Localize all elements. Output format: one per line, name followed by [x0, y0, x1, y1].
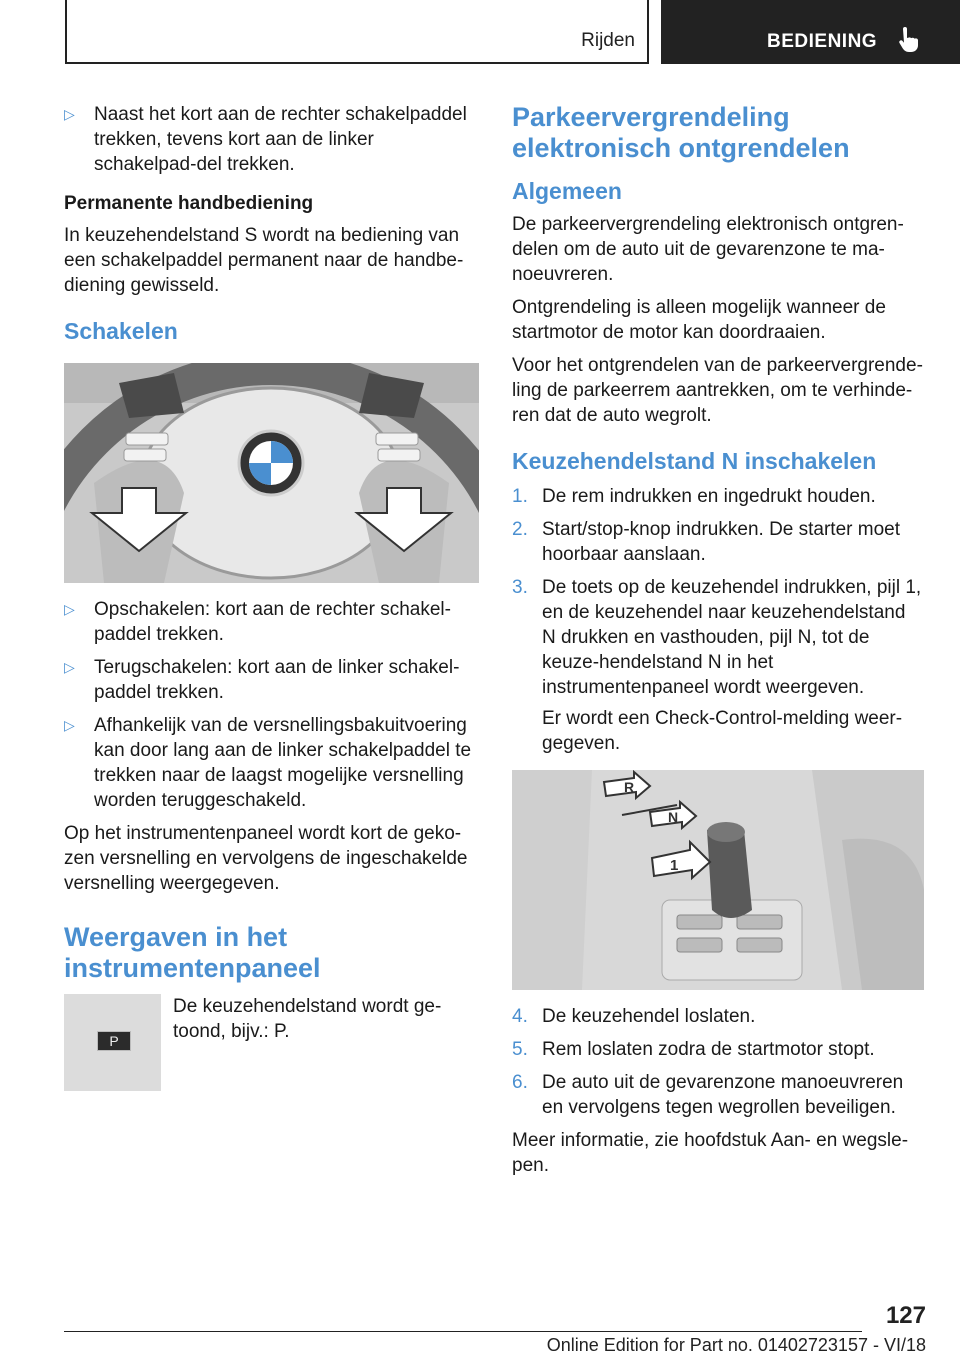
more-info: Meer informatie, zie hoofdstuk Aan- en wegsle-pen. [512, 1130, 909, 1176]
header-chapter: BEDIENING [767, 31, 878, 52]
header-chapter-box [661, 0, 960, 64]
list-item: ▷ Opschakelen: kort aan de rechter schakel-paddel trekken. [64, 599, 451, 645]
triangle-bullet-icon: ▷ [64, 601, 75, 617]
steps-b [512, 1004, 924, 1120]
gear-label-r: R [624, 779, 635, 795]
perm-heading: Permanente handbediening [64, 193, 314, 214]
gear-selector-illustration [512, 770, 924, 990]
gear-indicator: P [97, 1031, 131, 1051]
shift-bullets [64, 597, 479, 813]
list-item: 6. De auto uit de gevarenzone manoeuvreren en vervolgens tegen wegrollen beveiligen. [512, 1072, 904, 1118]
gear-label-1: 1 [670, 857, 679, 874]
left-column [64, 102, 479, 1094]
triangle-bullet-icon: ▷ [64, 659, 75, 675]
header-section-box [65, 0, 649, 64]
algemeen-para: Voor het ontgrendelen van de parkeervergrende-ling de parkeerrem aantrekken, om te verhinde-ren dat de auto wegrolt. [512, 355, 923, 426]
main-heading: Parkeervergrendeling elektronisch ontgrendelen [512, 102, 850, 163]
algemeen-para: De parkeervergrendeling elektronisch ontgren-delen om de auto uit de gevarenzone te ma-noeuvreren. [512, 214, 904, 285]
page-number: 127 [885, 1302, 926, 1329]
n-heading: Keuzehendelstand N inschakelen [512, 448, 877, 474]
algemeen-para: Ontgrendeling is alleen mogelijk wanneer de startmotor de motor kan doordraaien. [512, 297, 886, 343]
list-item: 1. De rem indrukken en ingedrukt houden. [512, 486, 876, 507]
algemeen-heading: Algemeen [512, 178, 622, 204]
weergaven-heading: Weergaven in het instrumentenpaneel [64, 922, 321, 983]
footer-edition: Online Edition for Part no. 01402723157 - VI/18 [546, 1335, 926, 1355]
schakelen-heading: Schakelen [64, 318, 178, 344]
triangle-bullet-icon: ▷ [64, 106, 75, 122]
list-item: ▷ Terugschakelen: kort aan de linker schakel-paddel trekken. [64, 657, 460, 703]
header-section: Rijden [581, 30, 635, 51]
steering-wheel-illustration [64, 363, 479, 583]
steps-a [512, 484, 924, 756]
instrument-display-image [64, 994, 161, 1091]
perm-text: In keuzehendelstand S wordt na bediening van een schakelpaddel permanent naar de handbe-diening gewisseld. [64, 225, 464, 296]
weergaven-block [64, 994, 479, 1094]
gear-label-n: N [668, 809, 679, 825]
footer-divider [64, 1331, 862, 1332]
steering-wheel-photo [64, 363, 479, 583]
list-item: 2. Start/stop-knop indrukken. De starter moet hoorbaar aanslaan. [512, 519, 900, 565]
weergaven-text: De keuzehendelstand wordt ge-toond, bijv.: P. [173, 996, 442, 1042]
triangle-bullet-icon: ▷ [64, 717, 75, 733]
display-text: Op het instrumentenpaneel wordt kort de geko-zen versnelling en vervolgens de ingeschakelde versnelling weergegeven. [64, 823, 468, 894]
list-item: 5. Rem loslaten zodra de startmotor stopt. [512, 1039, 875, 1060]
right-column [512, 102, 924, 1178]
step3-sub: Er wordt een Check-Control-melding weer-gegeven. [542, 708, 903, 754]
list-item: ▷ Naast het kort aan de rechter schakelpaddel trekken, tevens kort aan de linker schakelpad-del trekken. [64, 104, 467, 175]
list-item: ▷ Afhankelijk van de versnellingsbakuitvoering kan door lang aan de linker schakelpaddel te trekken naar de laagst mogelijke versnelling worden teruggeschakeld. [64, 715, 472, 811]
gear-selector-photo [512, 770, 924, 990]
list-item: 3. De toets op de keuzehendel indrukken, pijl 1, en de keuzehendel naar keuzehendelstand N drukken en vasthouden, pijl N, tot de keuze-hendelstand N in het instrumentenpaneel wordt weergeven. Er wordt een Check-Control-melding weer-gegeven. [512, 575, 924, 756]
list-item: 4. De keuzehendel loslaten. [512, 1006, 756, 1027]
pointing-hand-icon [894, 26, 922, 54]
